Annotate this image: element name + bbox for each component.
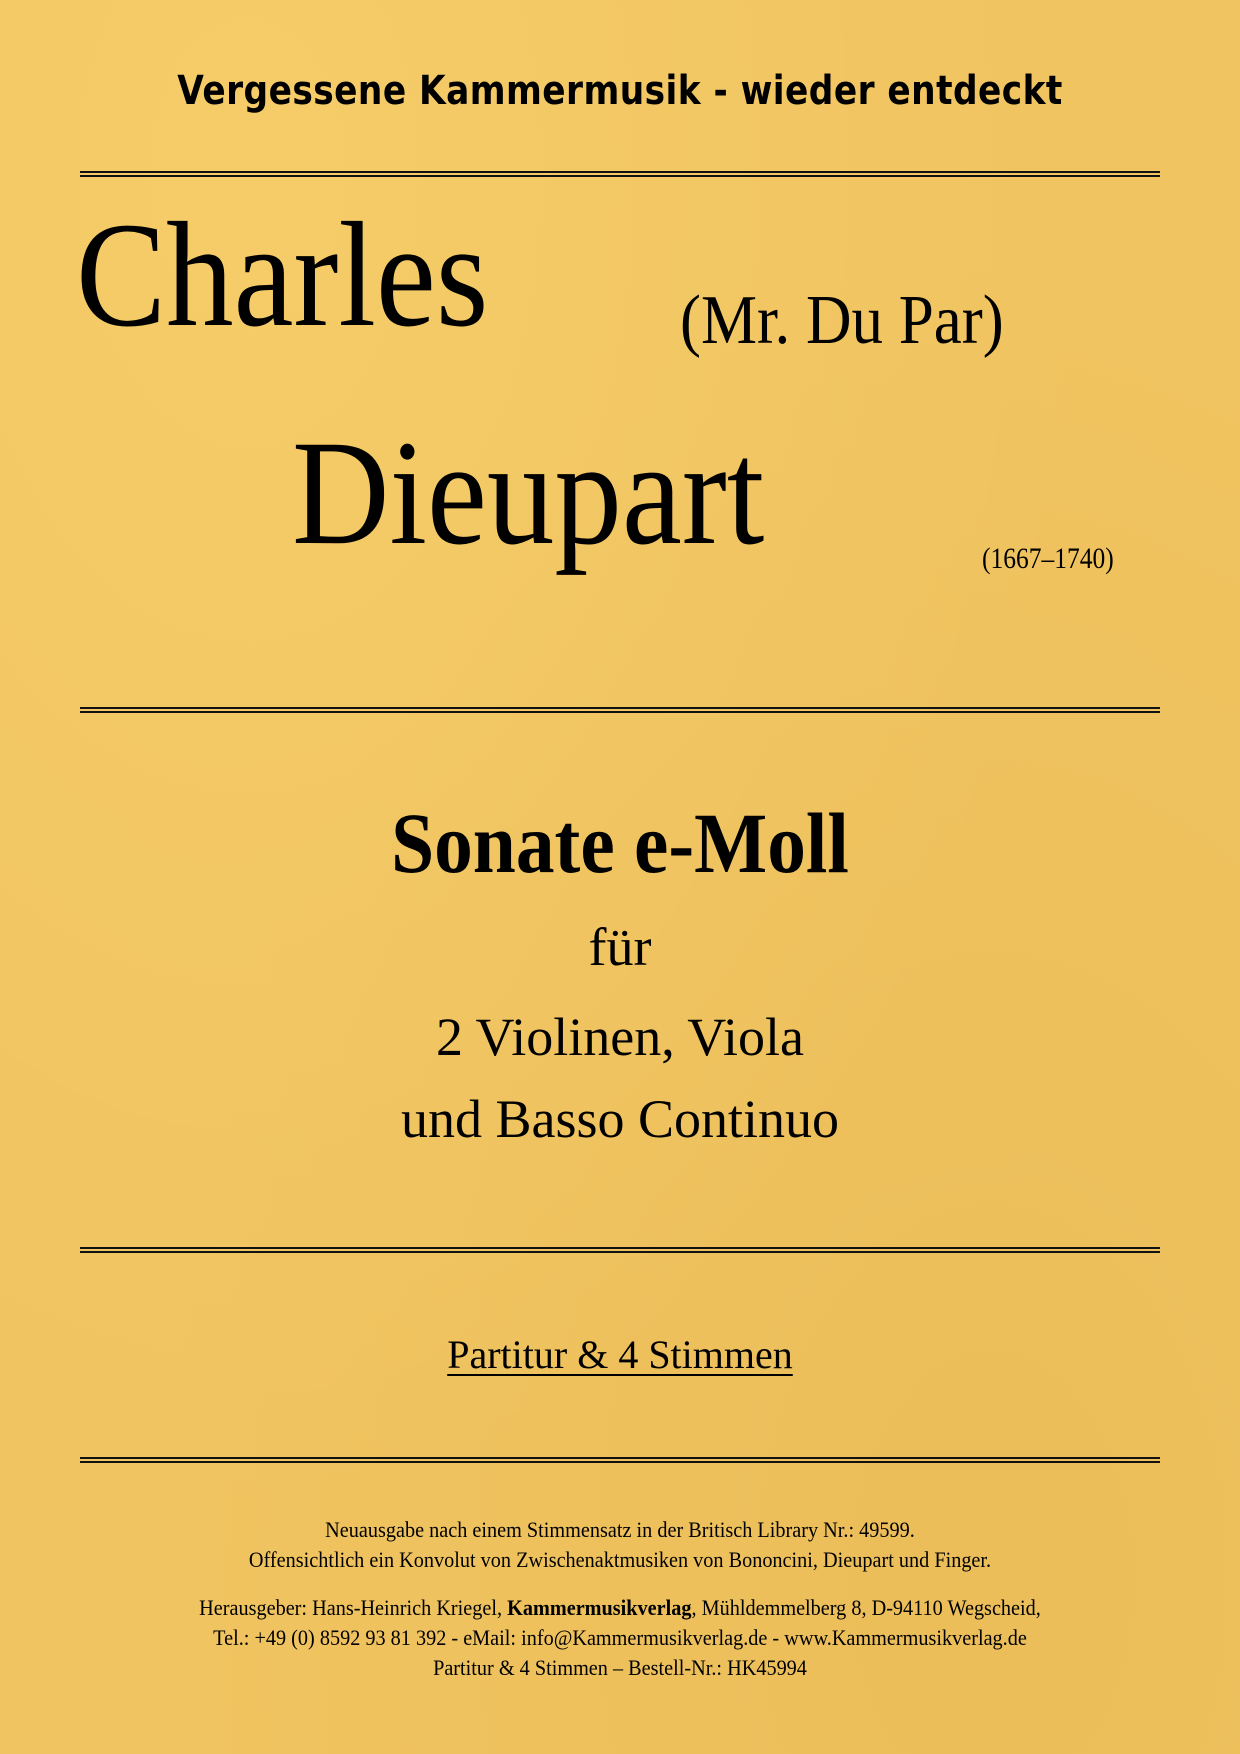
publisher-name: Kammermusikverlag — [507, 1595, 692, 1620]
instrumentation-line-1: 2 Violinen, Viola — [435, 1007, 804, 1067]
content-note: Offensichtlich ein Konvolut von Zwischenaktmusiken von Bononcini, Dieupart und Finger. — [248, 1547, 992, 1572]
publisher-address: , Mühldemmelberg 8, D-94110 Wegscheid, — [691, 1595, 1041, 1620]
composer-dates: (1667–1740) — [982, 542, 1114, 575]
source-note: Neuausgabe nach einem Stimmensatz in der Britisch Library Nr.: 49599. — [325, 1517, 915, 1542]
order-number: Partitur & 4 Stimmen – Bestell-Nr.: HK45994 — [433, 1655, 807, 1680]
composer-last-name: Dieupart — [292, 410, 765, 576]
edition-label: Partitur & 4 Stimmen — [447, 1332, 793, 1377]
divider-work — [80, 1247, 1160, 1253]
composer-alias: (Mr. Du Par) — [680, 282, 1004, 359]
work-title: Sonate e-Moll — [391, 795, 849, 891]
series-title: Vergessene Kammermusik - wieder entdeckt — [177, 68, 1063, 114]
composer-first-name: Charles — [76, 192, 489, 358]
work-for: für — [588, 917, 652, 977]
instrumentation-line-2: und Basso Continuo — [400, 1089, 840, 1149]
editor-text: Herausgeber: Hans-Heinrich Kriegel, — [199, 1595, 508, 1620]
divider-top — [80, 171, 1160, 177]
divider-composer — [80, 707, 1160, 713]
publisher-contact: Tel.: +49 (0) 8592 93 81 392 - eMail: info@Kammermusikverlag.de - www.Kammermusikverlag.de — [213, 1625, 1027, 1650]
divider-edition — [80, 1457, 1160, 1463]
publisher-line — [50, 1597, 1191, 1619]
